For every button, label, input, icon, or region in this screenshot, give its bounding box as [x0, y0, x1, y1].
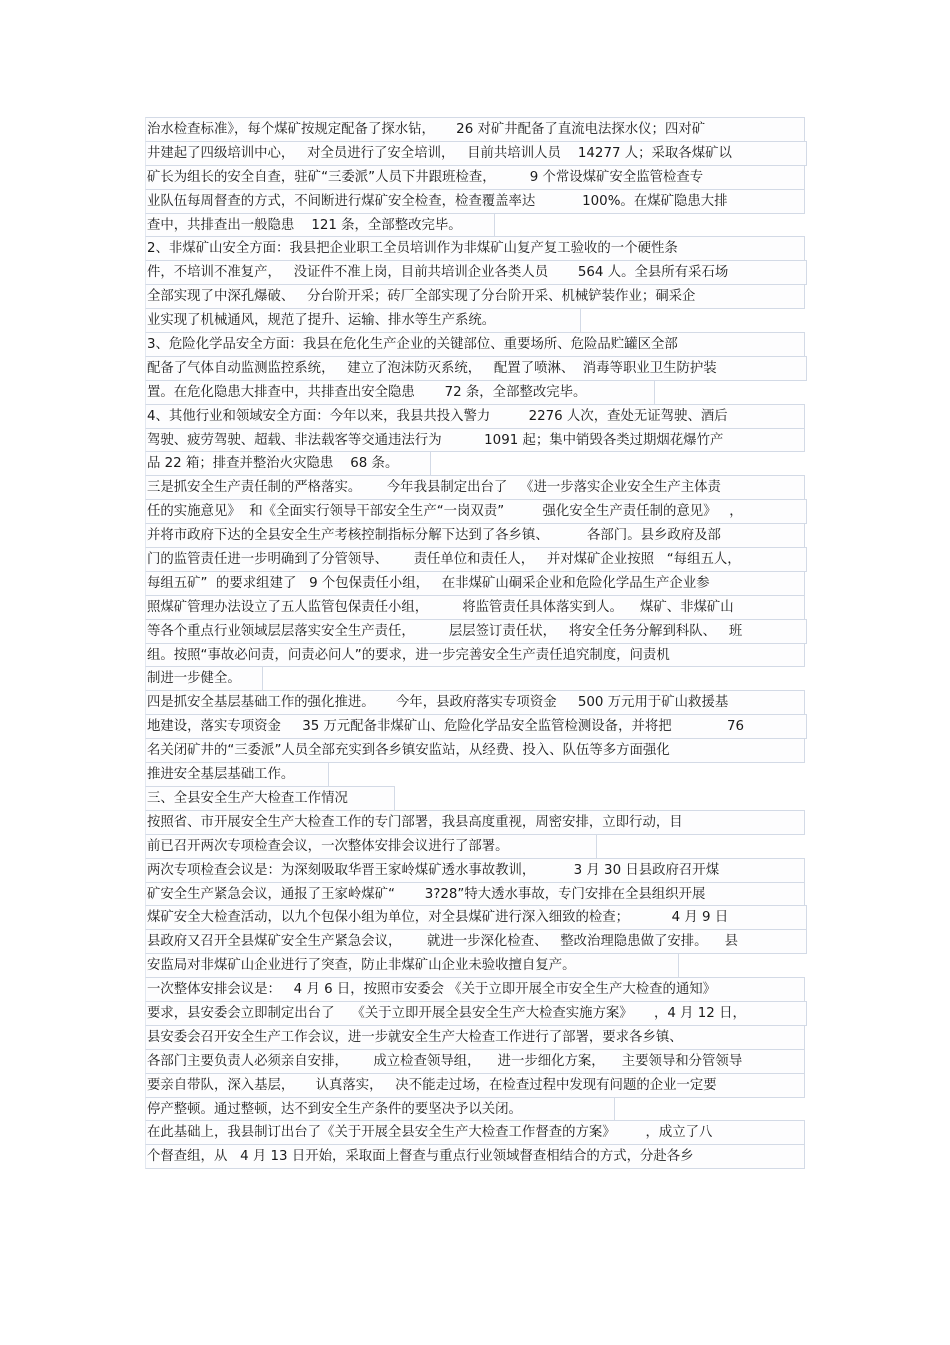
text-line: 推进安全基层基础工作。: [145, 762, 329, 787]
text-line: 制进一步健全。: [145, 666, 263, 691]
text-line: 件，不培训不准复产， 没证件不准上岗，目前共培训企业各类人员 564 人。全县所有采石场: [145, 260, 807, 285]
text-line: 煤矿安全大检查活动，以九个包保小组为单位，对全县煤矿进行深入细致的检查； 4 月 9 日: [145, 905, 807, 930]
text-line: 置。在危化隐患大排查中，共排查出安全隐患 72 条，全部整改完毕。: [145, 380, 655, 405]
text-line: 驾驶、疲劳驾驶、超载、非法载客等交通违法行为 1091 起；集中销毁各类过期烟花爆竹产: [145, 428, 805, 453]
text-line: 安监局对非煤矿山企业进行了突查，防止非煤矿山企业未验收擅自复产。: [145, 953, 679, 978]
text-line: 要亲自带队，深入基层， 认真落实， 决不能走过场，在检查过程中发现有问题的企业一定要: [145, 1073, 805, 1098]
text-line: 配备了气体自动监测监控系统， 建立了泡沫防灭系统， 配置了喷淋、 消毒等职业卫生防护装: [145, 356, 807, 381]
text-line: 业实现了机械通风，规范了提升、运输、排水等生产系统。: [145, 308, 581, 333]
text-line: 要求，县安委会立即制定出台了 《关于立即开展全县安全生产大检查实施方案》 ，4 月 12 日，: [145, 1001, 807, 1026]
text-line: 组。按照“事故必问责，问责必问人”的要求，进一步完善安全生产责任追究制度，问责机: [145, 643, 805, 668]
text-line: 门的监管责任进一步明确到了分管领导、 责任单位和责任人， 并对煤矿企业按照 “每组五人，: [145, 547, 807, 572]
text-line: 地建设，落实专项资金 35 万元配备非煤矿山、危险化学品安全监管检测设备，并将把 76: [145, 714, 807, 739]
text-line: 一次整体安排会议是： 4 月 6 日，按照市安委会 《关于立即开展全市安全生产大检查的通知》: [145, 977, 805, 1002]
text-line: 按照省、市开展安全生产大检查工作的专门部署，我县高度重视，周密安排，立即行动，目: [145, 810, 805, 835]
text-line: 等各个重点行业领域层层落实安全生产责任， 层层签订责任状， 将安全任务分解到科队、 班: [145, 619, 807, 644]
text-line: 照煤矿管理办法设立了五人监管包保责任小组， 将监管责任具体落实到人。 煤矿、非煤矿山: [145, 595, 805, 620]
text-line: 品 22 箱；排查并整治火灾隐患 68 条。: [145, 451, 431, 476]
text-line: 矿长为组长的安全自查，驻矿“三委派”人员下井跟班检查， 9 个常设煤矿安全监管检查专: [145, 165, 805, 190]
text-line: 各部门主要负责人必须亲自安排， 成立检查领导组， 进一步细化方案， 主要领导和分管领导: [145, 1049, 805, 1074]
text-line: 个督查组，从 4 月 13 日开始，采取面上督查与重点行业领域督查相结合的方式，分赴各乡: [145, 1144, 805, 1169]
text-line: 在此基础上，我县制订出台了《关于开展全县安全生产大检查工作督查的方案》 ，成立了八: [145, 1120, 805, 1145]
text-line: 井建起了四级培训中心， 对全员进行了安全培训， 目前共培训人员 14277 人；采取各煤矿以: [145, 141, 807, 166]
document-page: [145, 118, 807, 1169]
text-line: 任的实施意见》 和《全面实行领导干部安全生产“一岗双责” 强化安全生产责任制的意见》 ，: [145, 499, 807, 524]
text-line: 县政府又召开全县煤矿安全生产紧急会议， 就进一步深化检查、 整改治理隐患做了安排。 县: [145, 929, 807, 954]
text-line: 全部实现了中深孔爆破、 分台阶开采；砖厂全部实现了分台阶开采、机械铲装作业；硐采企: [145, 284, 805, 309]
text-line: 前已召开两次专项检查会议，一次整体安排会议进行了部署。: [145, 834, 597, 859]
text-line: 治水检查标准》，每个煤矿按规定配备了探水钻， 26 对矿井配备了直流电法探水仪；四对矿: [145, 117, 805, 142]
text-line: 4、其他行业和领域安全方面：今年以来，我县共投入警力 2276 人次，查处无证驾驶、酒后: [145, 404, 805, 429]
text-line: 2、非煤矿山安全方面：我县把企业职工全员培训作为非煤矿山复产复工验收的一个硬性条: [145, 236, 805, 261]
text-line: 矿安全生产紧急会议，通报了王家岭煤矿“ 3?28”特大透水事故，专门安排在全县组织开展: [145, 882, 805, 907]
text-line: 每组五矿” 的要求组建了 9 个包保责任小组， 在非煤矿山硐采企业和危险化学品生产企业参: [145, 571, 805, 596]
text-line: 业队伍每周督查的方式，不间断进行煤矿安全检查，检查覆盖率达 100%。在煤矿隐患大排: [145, 189, 805, 214]
text-line: 3、危险化学品安全方面：我县在危化生产企业的关键部位、重要场所、危险品贮罐区全部: [145, 332, 805, 357]
text-line: 名关闭矿井的“三委派”人员全部充实到各乡镇安监站，从经费、投入、队伍等多方面强化: [145, 738, 805, 763]
text-line: 三是抓安全生产责任制的严格落实。 今年我县制定出台了 《进一步落实企业安全生产主体责: [145, 475, 805, 500]
text-line: 四是抓安全基层基础工作的强化推进。 今年，县政府落实专项资金 500 万元用于矿山救援基: [145, 690, 805, 715]
text-line: 查中，共排查出一般隐患 121 条，全部整改完毕。: [145, 213, 495, 238]
text-line: 停产整顿。通过整顿，达不到安全生产条件的要坚决予以关闭。: [145, 1097, 615, 1122]
text-line: 并将市政府下达的全县安全生产考核控制指标分解下达到了各乡镇、 各部门。县乡政府及部: [145, 523, 805, 548]
text-line: 县安委会召开安全生产工作会议，进一步就安全生产大检查工作进行了部署，要求各乡镇、: [145, 1025, 805, 1050]
text-line: 两次专项检查会议是：为深刻吸取华晋王家岭煤矿透水事故教训， 3 月 30 日县政府召开煤: [145, 858, 805, 883]
text-line: 三、全县安全生产大检查工作情况: [145, 786, 395, 811]
